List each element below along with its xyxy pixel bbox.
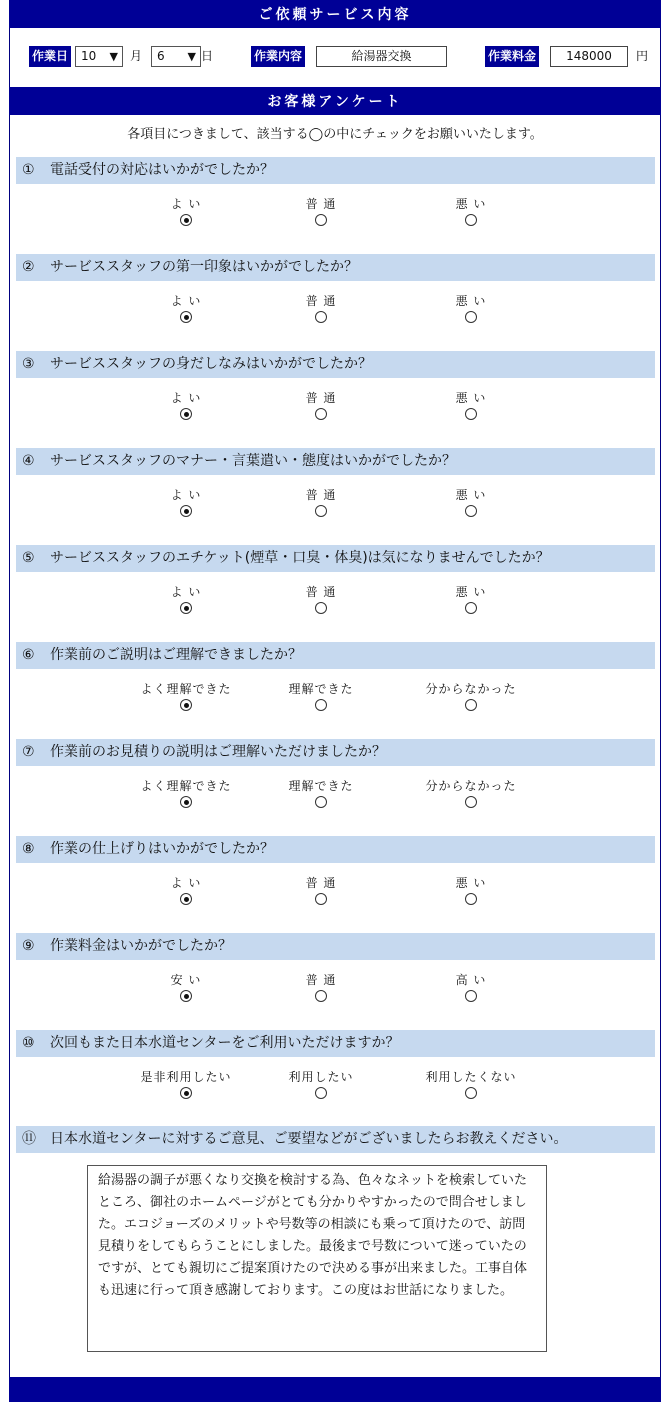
radio-button[interactable] bbox=[465, 893, 477, 905]
question-1-option-2[interactable] bbox=[261, 196, 381, 229]
radio-button[interactable] bbox=[315, 311, 327, 323]
radio-button[interactable] bbox=[315, 602, 327, 614]
question-number: ⑥ bbox=[22, 647, 35, 663]
radio-button[interactable] bbox=[180, 408, 192, 420]
question-1-option-1[interactable] bbox=[126, 196, 246, 229]
chevron-down-icon: ▼ bbox=[187, 50, 196, 63]
option-label: 普 通 bbox=[305, 876, 337, 890]
question-text: 作業の仕上げりはいかがでしたか？ bbox=[50, 841, 274, 857]
option-label: 理解できた bbox=[288, 779, 354, 793]
question-text: 電話受付の対応はいかがでしたか？ bbox=[50, 162, 274, 178]
question-number: ⑪ bbox=[22, 1131, 36, 1147]
question-10-option-3[interactable] bbox=[411, 1069, 531, 1102]
question-2-option-1[interactable] bbox=[126, 293, 246, 326]
option-label: よく理解できた bbox=[140, 779, 232, 793]
question-number: ④ bbox=[22, 453, 35, 469]
option-label: よ い bbox=[170, 488, 202, 502]
option-label: 高 い bbox=[455, 973, 487, 987]
question-text: サービススタッフの身だしなみはいかがでしたか？ bbox=[50, 356, 372, 372]
question-10-heading bbox=[16, 1030, 655, 1057]
radio-button[interactable] bbox=[465, 311, 477, 323]
question-6-option-1[interactable] bbox=[126, 681, 246, 714]
question-3-option-2[interactable] bbox=[261, 390, 381, 423]
question-9-option-3[interactable] bbox=[411, 972, 531, 1005]
question-7-heading bbox=[16, 739, 655, 766]
month-unit: 月 bbox=[130, 49, 143, 63]
question-8-option-2[interactable] bbox=[261, 875, 381, 908]
radio-button[interactable] bbox=[180, 796, 192, 808]
question-7-option-2[interactable] bbox=[261, 778, 381, 811]
radio-button[interactable] bbox=[315, 796, 327, 808]
option-label: 利用したい bbox=[288, 1070, 354, 1084]
comment-textarea[interactable]: 給湯器の調子が悪くなり交換を検討する為、色々なネットを検索していたところ、御社のホームページがとても分かりやすかったので問合せしました。エコジョーズのメリットや号数等の相談にも乗って頂けたので、訪問見積りをしてもらうことにしました。最後まで号数について迷っていたのですが、とても親切にご提案頂けたので決める事が出来ました。工事自体も迅速に行って頂き感謝しております。この度はお世話になりました。 bbox=[87, 1165, 547, 1352]
question-2-option-3[interactable] bbox=[411, 293, 531, 326]
question-6-option-3[interactable] bbox=[411, 681, 531, 714]
fee-label: 作業料金 bbox=[485, 46, 539, 67]
question-11-heading bbox=[16, 1126, 655, 1153]
option-label: 普 通 bbox=[305, 294, 337, 308]
question-number: ⑦ bbox=[22, 744, 35, 760]
radio-button[interactable] bbox=[465, 602, 477, 614]
service-header: ご依頼サービス内容 bbox=[9, 0, 661, 28]
question-number: ⑩ bbox=[22, 1035, 35, 1051]
option-label: 悪 い bbox=[455, 391, 487, 405]
radio-button[interactable] bbox=[180, 990, 192, 1002]
radio-button[interactable] bbox=[180, 893, 192, 905]
question-text: 作業前のお見積りの説明はご理解いただけましたか？ bbox=[50, 744, 386, 760]
chevron-down-icon: ▼ bbox=[109, 50, 118, 63]
option-label: 普 通 bbox=[305, 973, 337, 987]
radio-button[interactable] bbox=[465, 796, 477, 808]
day-unit: 日 bbox=[201, 49, 214, 63]
radio-button[interactable] bbox=[465, 1087, 477, 1099]
option-label: 分からなかった bbox=[425, 779, 517, 793]
question-number: ⑧ bbox=[22, 841, 35, 857]
question-5-option-1[interactable] bbox=[126, 584, 246, 617]
radio-button[interactable] bbox=[180, 699, 192, 711]
radio-button[interactable] bbox=[180, 311, 192, 323]
question-9-option-2[interactable] bbox=[261, 972, 381, 1005]
question-9-heading bbox=[16, 933, 655, 960]
option-label: 普 通 bbox=[305, 391, 337, 405]
question-text: サービススタッフのエチケット(煙草・口臭・体臭)は気になりませんでしたか？ bbox=[50, 550, 550, 566]
question-text: サービススタッフのマナー・言葉遣い・態度はいかがでしたか？ bbox=[50, 453, 456, 469]
radio-button[interactable] bbox=[465, 408, 477, 420]
question-2-heading bbox=[16, 254, 655, 281]
option-label: よ い bbox=[170, 876, 202, 890]
question-2-option-2[interactable] bbox=[261, 293, 381, 326]
option-label: 分からなかった bbox=[425, 682, 517, 696]
radio-button[interactable] bbox=[180, 505, 192, 517]
radio-button[interactable] bbox=[465, 990, 477, 1002]
question-10-option-2[interactable] bbox=[261, 1069, 381, 1102]
radio-button[interactable] bbox=[465, 699, 477, 711]
question-5-option-3[interactable] bbox=[411, 584, 531, 617]
question-5-heading bbox=[16, 545, 655, 572]
question-number: ② bbox=[22, 259, 35, 275]
question-number: ③ bbox=[22, 356, 35, 372]
question-number: ⑤ bbox=[22, 550, 35, 566]
option-label: 理解できた bbox=[288, 682, 354, 696]
question-text: 作業料金はいかがでしたか？ bbox=[50, 938, 232, 954]
content-label: 作業内容 bbox=[251, 46, 305, 67]
option-label: 悪 い bbox=[455, 294, 487, 308]
option-label: 悪 い bbox=[455, 197, 487, 211]
month-select[interactable]: 10 ▼ bbox=[75, 46, 123, 67]
question-3-heading bbox=[16, 351, 655, 378]
option-label: 普 通 bbox=[305, 197, 337, 211]
option-label: よ い bbox=[170, 391, 202, 405]
radio-button[interactable] bbox=[315, 505, 327, 517]
question-9-option-1[interactable] bbox=[126, 972, 246, 1005]
question-4-option-3[interactable] bbox=[411, 487, 531, 520]
option-label: 悪 い bbox=[455, 585, 487, 599]
radio-button[interactable] bbox=[315, 893, 327, 905]
radio-button[interactable] bbox=[315, 990, 327, 1002]
option-label: 利用したくない bbox=[425, 1070, 517, 1084]
date-label: 作業日 bbox=[29, 46, 71, 67]
question-text: 次回もまた日本水道センターをご利用いただけますか？ bbox=[50, 1035, 400, 1051]
question-4-heading bbox=[16, 448, 655, 475]
question-4-option-1[interactable] bbox=[126, 487, 246, 520]
question-8-option-3[interactable] bbox=[411, 875, 531, 908]
radio-button[interactable] bbox=[180, 602, 192, 614]
radio-button[interactable] bbox=[315, 214, 327, 226]
question-8-heading bbox=[16, 836, 655, 863]
question-4-option-2[interactable] bbox=[261, 487, 381, 520]
day-select[interactable]: 6 ▼ bbox=[151, 46, 201, 67]
question-6-heading bbox=[16, 642, 655, 669]
question-text: 日本水道センターに対するご意見、ご要望などがございましたらお教えください。 bbox=[50, 1131, 568, 1147]
question-6-option-2[interactable] bbox=[261, 681, 381, 714]
footer-bar bbox=[9, 1377, 661, 1402]
radio-button[interactable] bbox=[180, 1087, 192, 1099]
option-label: よく理解できた bbox=[140, 682, 232, 696]
content-field[interactable]: 給湯器交換 bbox=[316, 46, 447, 67]
option-label: 悪 い bbox=[455, 876, 487, 890]
radio-button[interactable] bbox=[465, 214, 477, 226]
question-number: ① bbox=[22, 162, 35, 178]
question-7-option-3[interactable] bbox=[411, 778, 531, 811]
question-1-option-3[interactable] bbox=[411, 196, 531, 229]
option-label: 普 通 bbox=[305, 585, 337, 599]
question-7-option-1[interactable] bbox=[126, 778, 246, 811]
question-10-option-1[interactable] bbox=[126, 1069, 246, 1102]
question-5-option-2[interactable] bbox=[261, 584, 381, 617]
question-3-option-3[interactable] bbox=[411, 390, 531, 423]
option-label: 是非利用したい bbox=[140, 1070, 232, 1084]
option-label: 普 通 bbox=[305, 488, 337, 502]
radio-button[interactable] bbox=[465, 505, 477, 517]
fee-field[interactable]: 148000 bbox=[550, 46, 628, 67]
radio-button[interactable] bbox=[315, 699, 327, 711]
question-text: 作業前のご説明はご理解できましたか？ bbox=[50, 647, 302, 663]
radio-button[interactable] bbox=[315, 408, 327, 420]
radio-button[interactable] bbox=[180, 214, 192, 226]
option-label: よ い bbox=[170, 197, 202, 211]
question-1-heading bbox=[16, 157, 655, 184]
fee-unit: 円 bbox=[636, 49, 649, 63]
question-text: サービススタッフの第一印象はいかがでしたか？ bbox=[50, 259, 358, 275]
question-3-option-1[interactable] bbox=[126, 390, 246, 423]
option-label: よ い bbox=[170, 585, 202, 599]
option-label: よ い bbox=[170, 294, 202, 308]
survey-header: お客様アンケート bbox=[9, 87, 661, 115]
question-number: ⑨ bbox=[22, 938, 35, 954]
option-label: 安 い bbox=[170, 973, 202, 987]
option-label: 悪 い bbox=[455, 488, 487, 502]
survey-intro: 各項目につきまして、該当する◯の中にチェックをお願いいたします。 bbox=[127, 127, 543, 142]
radio-button[interactable] bbox=[315, 1087, 327, 1099]
question-8-option-1[interactable] bbox=[126, 875, 246, 908]
